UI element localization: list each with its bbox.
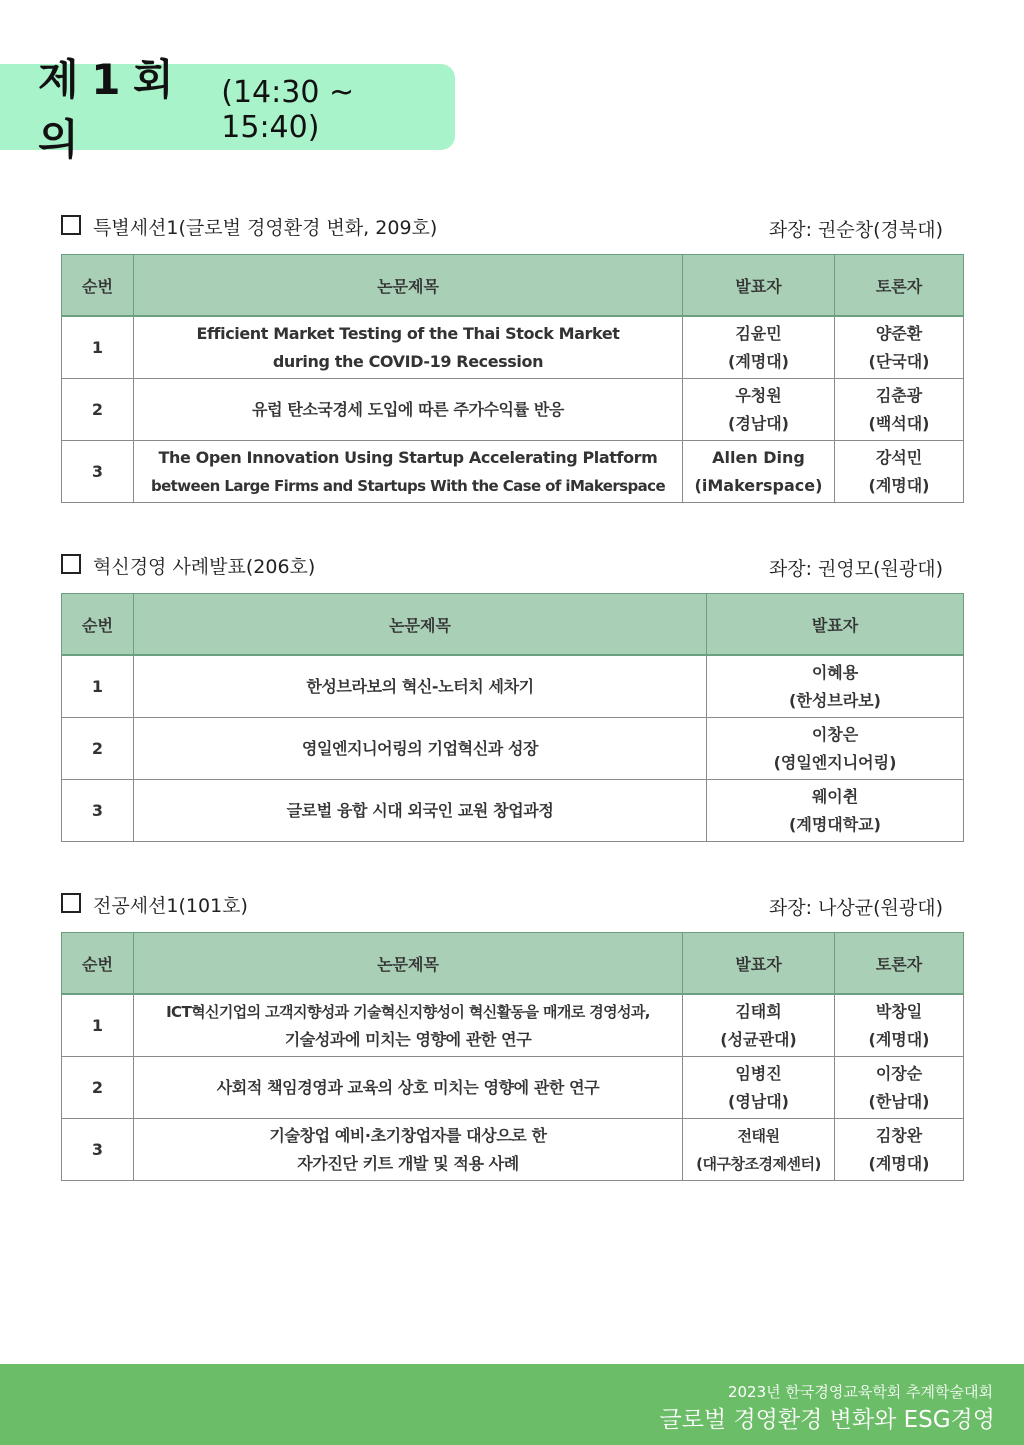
presenter-name: 웨이췬	[811, 786, 859, 806]
presenter-cell	[707, 655, 964, 718]
row-number: 3	[62, 1119, 134, 1181]
session-header	[61, 213, 963, 241]
discussant-cell	[835, 1057, 964, 1119]
presenter-cell	[683, 379, 835, 441]
presenter-affiliation: (계명대학교)	[789, 814, 881, 834]
paper-title-cell	[134, 379, 683, 441]
paper-title-line: 한성브라보의 혁신-노터치 세차기	[306, 676, 534, 696]
paper-title-cell	[134, 780, 707, 842]
col-header-title: 논문제목	[134, 255, 683, 317]
paper-title-cell	[134, 994, 683, 1057]
presenter-affiliation: (iMakerspace)	[694, 475, 823, 495]
footer-banner	[0, 1364, 1024, 1445]
checkbox-icon	[61, 554, 81, 574]
discussant-cell	[835, 316, 964, 379]
presenter-cell	[707, 718, 964, 780]
table-row	[62, 1057, 964, 1119]
discussant-affiliation: (계명대)	[868, 1153, 930, 1173]
session-header	[61, 891, 963, 919]
col-header-num: 순번	[62, 594, 134, 656]
table-row	[62, 718, 964, 780]
checkbox-icon	[61, 215, 81, 235]
discussant-cell	[835, 994, 964, 1057]
presenter-name: 이창은	[811, 724, 859, 744]
col-header-discussant: 토론자	[835, 933, 964, 995]
row-number: 2	[62, 1057, 134, 1119]
discussant-name: 이장순	[875, 1063, 923, 1083]
presenter-affiliation: (계명대)	[728, 351, 789, 371]
row-number: 1	[62, 316, 134, 379]
table-row	[62, 316, 964, 379]
paper-title-line: during the COVID-19 Recession	[272, 351, 544, 371]
presenter-affiliation: (영남대)	[728, 1091, 789, 1111]
presenter-name: 전태원	[737, 1126, 780, 1145]
col-header-presenter: 발표자	[683, 255, 835, 317]
presenter-affiliation: (경남대)	[728, 413, 789, 433]
session-title: 특별세션1(글로벌 경영환경 변화, 209호)	[93, 217, 438, 239]
table-header-row	[62, 255, 964, 317]
paper-title-cell	[134, 655, 707, 718]
session-title: 전공세션1(101호)	[93, 895, 248, 917]
row-number: 3	[62, 441, 134, 503]
paper-title-line: 글로벌 융합 시대 외국인 교원 창업과정	[286, 800, 554, 820]
discussant-affiliation: (단국대)	[868, 351, 930, 371]
schedule-table	[61, 932, 964, 1181]
presenter-name: 우청원	[735, 385, 782, 405]
presenter-affiliation: (한성브라보)	[789, 690, 881, 710]
table-row	[62, 994, 964, 1057]
discussant-name: 김창완	[875, 1125, 923, 1145]
presenter-cell	[683, 994, 835, 1057]
session-innovation-cases	[61, 552, 963, 834]
paper-title-line: ICT혁신기업의 고객지향성과 기술혁신지향성이 혁신활동을 매개로 경영성과,	[166, 1002, 650, 1021]
discussant-name: 강석민	[875, 447, 923, 467]
schedule-table	[61, 593, 964, 842]
presenter-name: 김윤민	[735, 323, 782, 343]
meeting-title: 제 1 회의	[38, 55, 173, 164]
presenter-cell	[683, 1119, 835, 1181]
footer-conference-theme: 글로벌 경영환경 변화와 ESG경영	[659, 1407, 995, 1433]
discussant-name: 양준환	[875, 323, 923, 343]
presenter-cell	[683, 441, 835, 503]
discussant-name: 김춘광	[875, 385, 923, 405]
session-major-1	[61, 891, 963, 1173]
discussant-affiliation: (한남대)	[868, 1091, 930, 1111]
session-title: 혁신경영 사례발표(206호)	[93, 556, 316, 578]
footer-conference-name: 2023년 한국경영교육학회 추계학술대회	[727, 1383, 993, 1401]
paper-title-line: between Large Firms and Startups With the Case of iMakerspace	[150, 476, 666, 495]
paper-title-line: 유럽 탄소국경세 도입에 따른 주가수익률 반응	[252, 399, 564, 419]
presenter-cell	[707, 780, 964, 842]
paper-title-line: 기술성과에 미치는 영향에 관한 연구	[284, 1029, 532, 1049]
col-header-title: 논문제목	[134, 933, 683, 995]
session-chair: 좌장: 권영모(원광대)	[768, 558, 943, 580]
row-number: 3	[62, 780, 134, 842]
paper-title-cell	[134, 316, 683, 379]
table-header-row	[62, 933, 964, 995]
paper-title-line: 영일엔지니어링의 기업혁신과 성장	[301, 738, 539, 758]
presenter-name: 임병진	[735, 1063, 782, 1083]
meeting-time: (14:30 ~ 15:40)	[221, 75, 355, 145]
row-number: 1	[62, 655, 134, 718]
discussant-cell	[835, 1119, 964, 1181]
presenter-name: 이혜용	[811, 662, 859, 682]
schedule-table	[61, 254, 964, 503]
paper-title-cell	[134, 1119, 683, 1181]
session-chair: 좌장: 나상균(원광대)	[768, 897, 943, 919]
col-header-presenter: 발표자	[707, 594, 964, 656]
col-header-presenter: 발표자	[683, 933, 835, 995]
presenter-affiliation: (영일엔지니어링)	[773, 752, 897, 772]
table-row	[62, 441, 964, 503]
session-header	[61, 552, 963, 580]
presenter-affiliation: (대구창조경제센터)	[696, 1154, 821, 1173]
row-number: 2	[62, 379, 134, 441]
discussant-cell	[835, 441, 964, 503]
presenter-cell	[683, 1057, 835, 1119]
table-row	[62, 655, 964, 718]
discussant-affiliation: (계명대)	[868, 475, 930, 495]
discussant-name: 박창일	[875, 1001, 923, 1021]
table-row	[62, 379, 964, 441]
discussant-affiliation: (백석대)	[868, 413, 930, 433]
paper-title-line: 사회적 책임경영과 교육의 상호 미치는 영향에 관한 연구	[216, 1077, 600, 1097]
col-header-num: 순번	[62, 255, 134, 317]
paper-title-cell	[134, 441, 683, 503]
paper-title-line: 기술창업 예비·초기창업자를 대상으로 한	[269, 1125, 547, 1145]
session-special-1	[61, 213, 963, 495]
col-header-title: 논문제목	[134, 594, 707, 656]
table-row	[62, 780, 964, 842]
presenter-affiliation: (성균관대)	[720, 1029, 797, 1049]
paper-title-line: Efficient Market Testing of the Thai Stock Market	[196, 323, 620, 343]
table-row	[62, 1119, 964, 1181]
table-header-row	[62, 594, 964, 656]
paper-title-cell	[134, 718, 707, 780]
row-number: 2	[62, 718, 134, 780]
discussant-affiliation: (계명대)	[868, 1029, 930, 1049]
col-header-num: 순번	[62, 933, 134, 995]
meeting-title-banner	[0, 55, 455, 164]
session-chair: 좌장: 권순창(경북대)	[768, 219, 943, 241]
row-number: 1	[62, 994, 134, 1057]
paper-title-line: 자가진단 키트 개발 및 적용 사례	[297, 1153, 519, 1173]
paper-title-line: The Open Innovation Using Startup Accelerating Platform	[158, 447, 658, 467]
presenter-name: 김태희	[735, 1001, 782, 1021]
col-header-discussant: 토론자	[835, 255, 964, 317]
discussant-cell	[835, 379, 964, 441]
paper-title-cell	[134, 1057, 683, 1119]
presenter-cell	[683, 316, 835, 379]
presenter-name: Allen Ding	[712, 447, 805, 467]
checkbox-icon	[61, 893, 81, 913]
